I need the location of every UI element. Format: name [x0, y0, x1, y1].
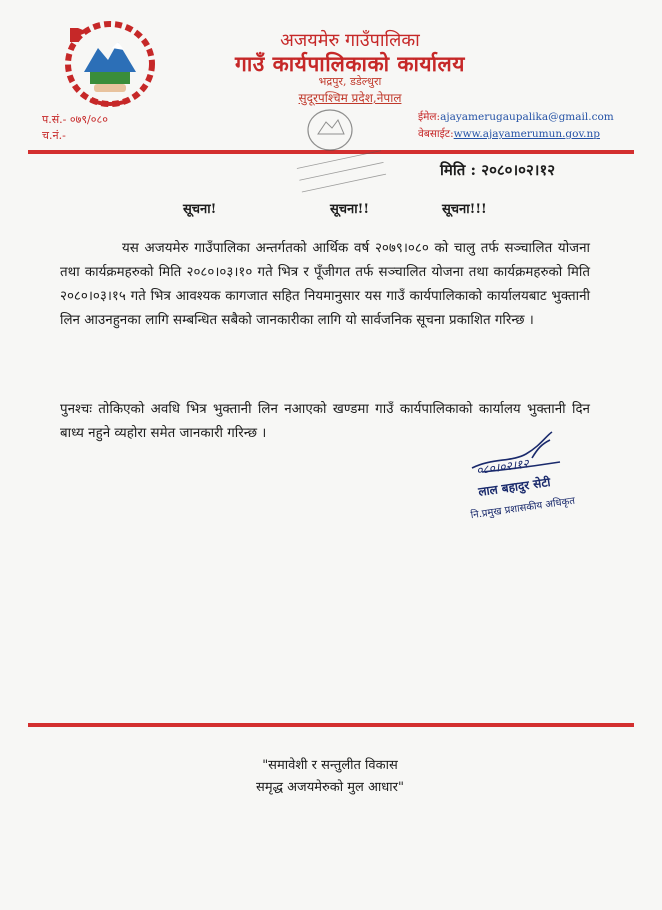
notice-heading-3: सूचना!!! [442, 202, 487, 217]
reference-number: प.सं.- ०७९/०८० [42, 113, 108, 126]
email-line [418, 110, 614, 124]
footer-divider [28, 723, 634, 727]
website-link[interactable]: www.ajayamerumun.gov.np [453, 128, 600, 140]
body-paragraph: यस अजयमेरु गाउँपालिका अन्तर्गतको आर्थिक वर्ष २०७९।०८० को चालु तर्फ सञ्चालित योजना तथा कार्यक्रमहरुको मिति २०८०।०३।१० गते भित्र र पूँजीगत तर्फ सञ्चालित योजना तथा कार्यक्रमहरुको मिति २०८०।०३।१५ गते भित्र आवश्यक कागजात सहित नियमानुसार यस गाउँ कार्यपालिकाको कार्यालयबाट भुक्तानी लिन आउनहुनका लागि सम्बन्धित सबैको जानकारीका लागि यो सार्वजनिक सूचना प्रकाशित गरिन्छ । [60, 241, 590, 328]
website-label: वेबसाईट: [418, 128, 454, 140]
postscript-paragraph: पुनश्चः तोकिएको अवधि भित्र भुक्तानी लिन नआएको खण्डमा गाउँ कार्यपालिकाको कार्यालय भुक्तानी दिन बाध्य नहुने व्यहोरा समेत जानकारी गरिन्छ । [60, 402, 590, 441]
office-location: भद्रपुर, डडेल्धुरा [318, 75, 382, 88]
website-line [418, 127, 600, 141]
motto-line-2: समृद्ध अजयमेरुको मुल आधार" [256, 780, 404, 795]
office-name: गाउँ कार्यपालिकाको कार्यालय [235, 51, 465, 76]
dispatch-number: च.नं.- [42, 129, 66, 142]
office-province: सुदूरपश्चिम प्रदेश,नेपाल [298, 91, 402, 105]
signature-date: ०८०।०२।१२ [475, 456, 530, 478]
nepal-emblem-icon [60, 18, 160, 110]
email-label: ईमेल: [418, 111, 441, 123]
office-stamp-icon [282, 100, 392, 196]
letter-date: मिति : २०८०।०२।१२ [440, 161, 556, 179]
signatory-name: लाल बहादुर सेटी [477, 475, 552, 499]
motto-line-1: "समावेशी र सन्तुलीत विकास [262, 758, 398, 773]
signatory-title: नि.प्रमुख प्रशासकीय अधिकृत [469, 495, 576, 522]
municipality-name: अजयमेरु गाउँपालिका [280, 30, 420, 51]
notice-heading-1: सूचना! [183, 202, 217, 217]
email-address: ajayamerugaupalika@gmail.com [440, 111, 614, 123]
notice-heading-2: सूचना!! [330, 202, 370, 217]
